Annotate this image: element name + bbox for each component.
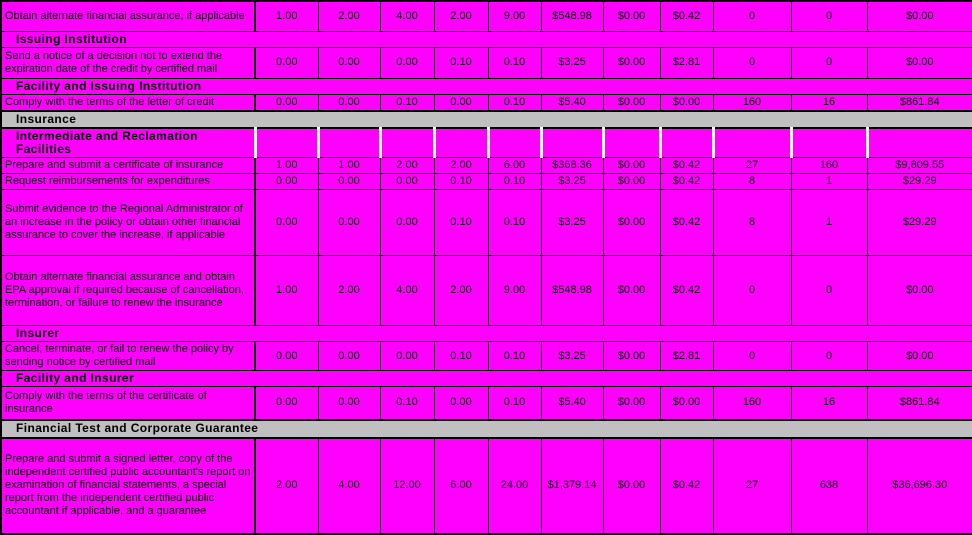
value-cell: $36,696.30	[867, 438, 972, 534]
value-cell: $0.42	[660, 1, 713, 31]
value-cell: 638	[791, 438, 867, 534]
section-header-label: Insurance	[1, 111, 972, 128]
value-cell: $1,379.14	[541, 438, 603, 534]
value-cell: $0.42	[660, 438, 713, 534]
subsection-header-label: Insurer	[1, 326, 972, 342]
value-cell: $2.81	[660, 342, 713, 371]
table-row	[1, 174, 972, 190]
value-cell: 0.00	[434, 387, 488, 420]
section-row	[1, 111, 972, 128]
section-row	[1, 420, 972, 438]
empty-cell	[660, 128, 713, 158]
value-cell: 0	[791, 1, 867, 31]
table-row	[1, 158, 972, 174]
value-cell: 0.00	[380, 174, 434, 190]
value-cell: 0.00	[318, 342, 380, 371]
task-label: Obtain alternate financial assurance, if applicable	[1, 1, 255, 31]
value-cell: 0.00	[255, 342, 318, 371]
value-cell: $0.00	[867, 1, 972, 31]
value-cell: $0.00	[603, 158, 660, 174]
empty-cell	[541, 128, 603, 158]
task-label: Send a notice of a decision not to extend the expiration date of the credit by certified mail	[1, 47, 255, 78]
task-label: Comply with the terms of the certificate of insurance	[1, 387, 255, 420]
value-cell: 4.00	[380, 1, 434, 31]
value-cell: $9,809.55	[867, 158, 972, 174]
value-cell: $0.00	[603, 438, 660, 534]
value-cell: 12.00	[380, 438, 434, 534]
value-cell: 0.00	[255, 47, 318, 78]
value-cell: 2.00	[434, 1, 488, 31]
value-cell: 160	[713, 387, 791, 420]
value-cell: 0.00	[380, 342, 434, 371]
value-cell: 8	[713, 190, 791, 256]
value-cell: 24.00	[488, 438, 541, 534]
value-cell: 0.10	[434, 342, 488, 371]
empty-cell	[434, 128, 488, 158]
value-cell: $0.42	[660, 190, 713, 256]
value-cell: $0.00	[603, 47, 660, 78]
value-cell: 16	[791, 387, 867, 420]
empty-cell	[488, 128, 541, 158]
section-header-label: Financial Test and Corporate Guarantee	[1, 420, 972, 438]
subsection-cells-row	[1, 128, 972, 158]
value-cell: $861.84	[867, 387, 972, 420]
value-cell: 0.00	[318, 174, 380, 190]
value-cell: $0.00	[603, 1, 660, 31]
value-cell: $3.25	[541, 190, 603, 256]
value-cell: $3.25	[541, 47, 603, 78]
value-cell: 0	[791, 256, 867, 326]
value-cell: 8	[713, 174, 791, 190]
value-cell: $0.00	[603, 387, 660, 420]
value-cell: $0.00	[867, 47, 972, 78]
value-cell: $368.36	[541, 158, 603, 174]
value-cell: 160	[791, 158, 867, 174]
value-cell: 0.10	[488, 342, 541, 371]
burden-table-body	[1, 1, 972, 534]
task-label: Cancel, terminate, or fail to renew the policy by sending notice by certified mail	[1, 342, 255, 371]
empty-cell	[867, 128, 972, 158]
value-cell: $0.00	[660, 387, 713, 420]
value-cell: 6.00	[488, 158, 541, 174]
value-cell: 0.00	[434, 94, 488, 111]
empty-cell	[380, 128, 434, 158]
table-row	[1, 438, 972, 534]
value-cell: 1	[791, 174, 867, 190]
value-cell: $0.00	[603, 342, 660, 371]
value-cell: $0.00	[603, 94, 660, 111]
value-cell: 0	[791, 47, 867, 78]
value-cell: 1.00	[255, 256, 318, 326]
value-cell: $3.25	[541, 174, 603, 190]
value-cell: 0.00	[380, 47, 434, 78]
value-cell: 0.00	[380, 190, 434, 256]
subsection-header-label: Facility and Issuing Institution	[1, 78, 972, 94]
value-cell: 0.00	[318, 94, 380, 111]
subsection-header-label: Facility and Insurer	[1, 371, 972, 387]
value-cell: 0.00	[318, 190, 380, 256]
value-cell: 27	[713, 438, 791, 534]
empty-cell	[791, 128, 867, 158]
value-cell: $0.42	[660, 256, 713, 326]
value-cell: 0	[713, 47, 791, 78]
value-cell: $2.81	[660, 47, 713, 78]
value-cell: $5.40	[541, 94, 603, 111]
value-cell: $548.98	[541, 256, 603, 326]
table-row	[1, 1, 972, 31]
value-cell: 2.00	[255, 438, 318, 534]
table-row	[1, 387, 972, 420]
value-cell: 0.10	[434, 174, 488, 190]
value-cell: $861.84	[867, 94, 972, 111]
task-label: Comply with the terms of the letter of credit	[1, 94, 255, 111]
value-cell: $0.42	[660, 158, 713, 174]
value-cell: 0.00	[318, 47, 380, 78]
empty-cell	[318, 128, 380, 158]
value-cell: 4.00	[380, 256, 434, 326]
value-cell: 0	[713, 342, 791, 371]
value-cell: 0.00	[255, 94, 318, 111]
value-cell: 0.10	[488, 47, 541, 78]
value-cell: $548.98	[541, 1, 603, 31]
value-cell: 1.00	[318, 158, 380, 174]
value-cell: 1.00	[255, 158, 318, 174]
value-cell: $3.25	[541, 342, 603, 371]
value-cell: $29.29	[867, 174, 972, 190]
value-cell: 2.00	[434, 256, 488, 326]
task-label: Prepare and submit a certificate of insurance	[1, 158, 255, 174]
subsection-row	[1, 371, 972, 387]
table-row	[1, 47, 972, 78]
value-cell: 0.10	[488, 190, 541, 256]
value-cell: 0.00	[318, 387, 380, 420]
value-cell: 0.10	[434, 190, 488, 256]
value-cell: 2.00	[318, 1, 380, 31]
value-cell: 27	[713, 158, 791, 174]
value-cell: 0.00	[255, 174, 318, 190]
value-cell: 0	[713, 1, 791, 31]
subsection-row	[1, 78, 972, 94]
value-cell: $0.00	[867, 342, 972, 371]
task-label: Request reimbursements for expenditures	[1, 174, 255, 190]
table-row	[1, 94, 972, 111]
value-cell: 0	[791, 342, 867, 371]
value-cell: 0	[713, 256, 791, 326]
table-row	[1, 342, 972, 371]
value-cell: 0.10	[488, 387, 541, 420]
value-cell: 9.00	[488, 256, 541, 326]
value-cell: 2.00	[318, 256, 380, 326]
value-cell: 6.00	[434, 438, 488, 534]
task-label: Submit evidence to the Regional Administrator of an increase in the policy or obtain other financial assurance to cover the increase, if applicable	[1, 190, 255, 256]
value-cell: $0.00	[603, 256, 660, 326]
subsection-row	[1, 326, 972, 342]
value-cell: 2.00	[434, 158, 488, 174]
task-label: Prepare and submit a signed letter, copy of the independent certified public accountant's report on examination of financial statements, a special report from the independent certified public accountant if applicable, and a guarantee	[1, 438, 255, 534]
value-cell: $0.00	[660, 94, 713, 111]
table-row	[1, 190, 972, 256]
value-cell: $5.40	[541, 387, 603, 420]
value-cell: $0.00	[603, 174, 660, 190]
value-cell: 0.10	[380, 387, 434, 420]
value-cell: 0.10	[380, 94, 434, 111]
value-cell: 0.10	[488, 174, 541, 190]
subsection-header-label: Issuing Institution	[1, 31, 972, 47]
value-cell: 160	[713, 94, 791, 111]
value-cell: 9.00	[488, 1, 541, 31]
value-cell: 4.00	[318, 438, 380, 534]
value-cell: 16	[791, 94, 867, 111]
value-cell: 2.00	[380, 158, 434, 174]
value-cell: 0.00	[255, 190, 318, 256]
empty-cell	[713, 128, 791, 158]
value-cell: 0.00	[255, 387, 318, 420]
task-label: Obtain alternate financial assurance and obtain EPA approval if required because of cancellation, termination, or failure to renew the insurance	[1, 256, 255, 326]
value-cell: 1	[791, 190, 867, 256]
empty-cell	[603, 128, 660, 158]
subsection-header-label: Intermediate and Reclamation Facilities	[1, 128, 255, 158]
empty-cell	[255, 128, 318, 158]
value-cell: $0.42	[660, 174, 713, 190]
table-row	[1, 256, 972, 326]
value-cell: $29.29	[867, 190, 972, 256]
value-cell: 0.10	[488, 94, 541, 111]
subsection-row	[1, 31, 972, 47]
value-cell: $0.00	[867, 256, 972, 326]
value-cell: 1.00	[255, 1, 318, 31]
value-cell: $0.00	[603, 190, 660, 256]
value-cell: 0.10	[434, 47, 488, 78]
